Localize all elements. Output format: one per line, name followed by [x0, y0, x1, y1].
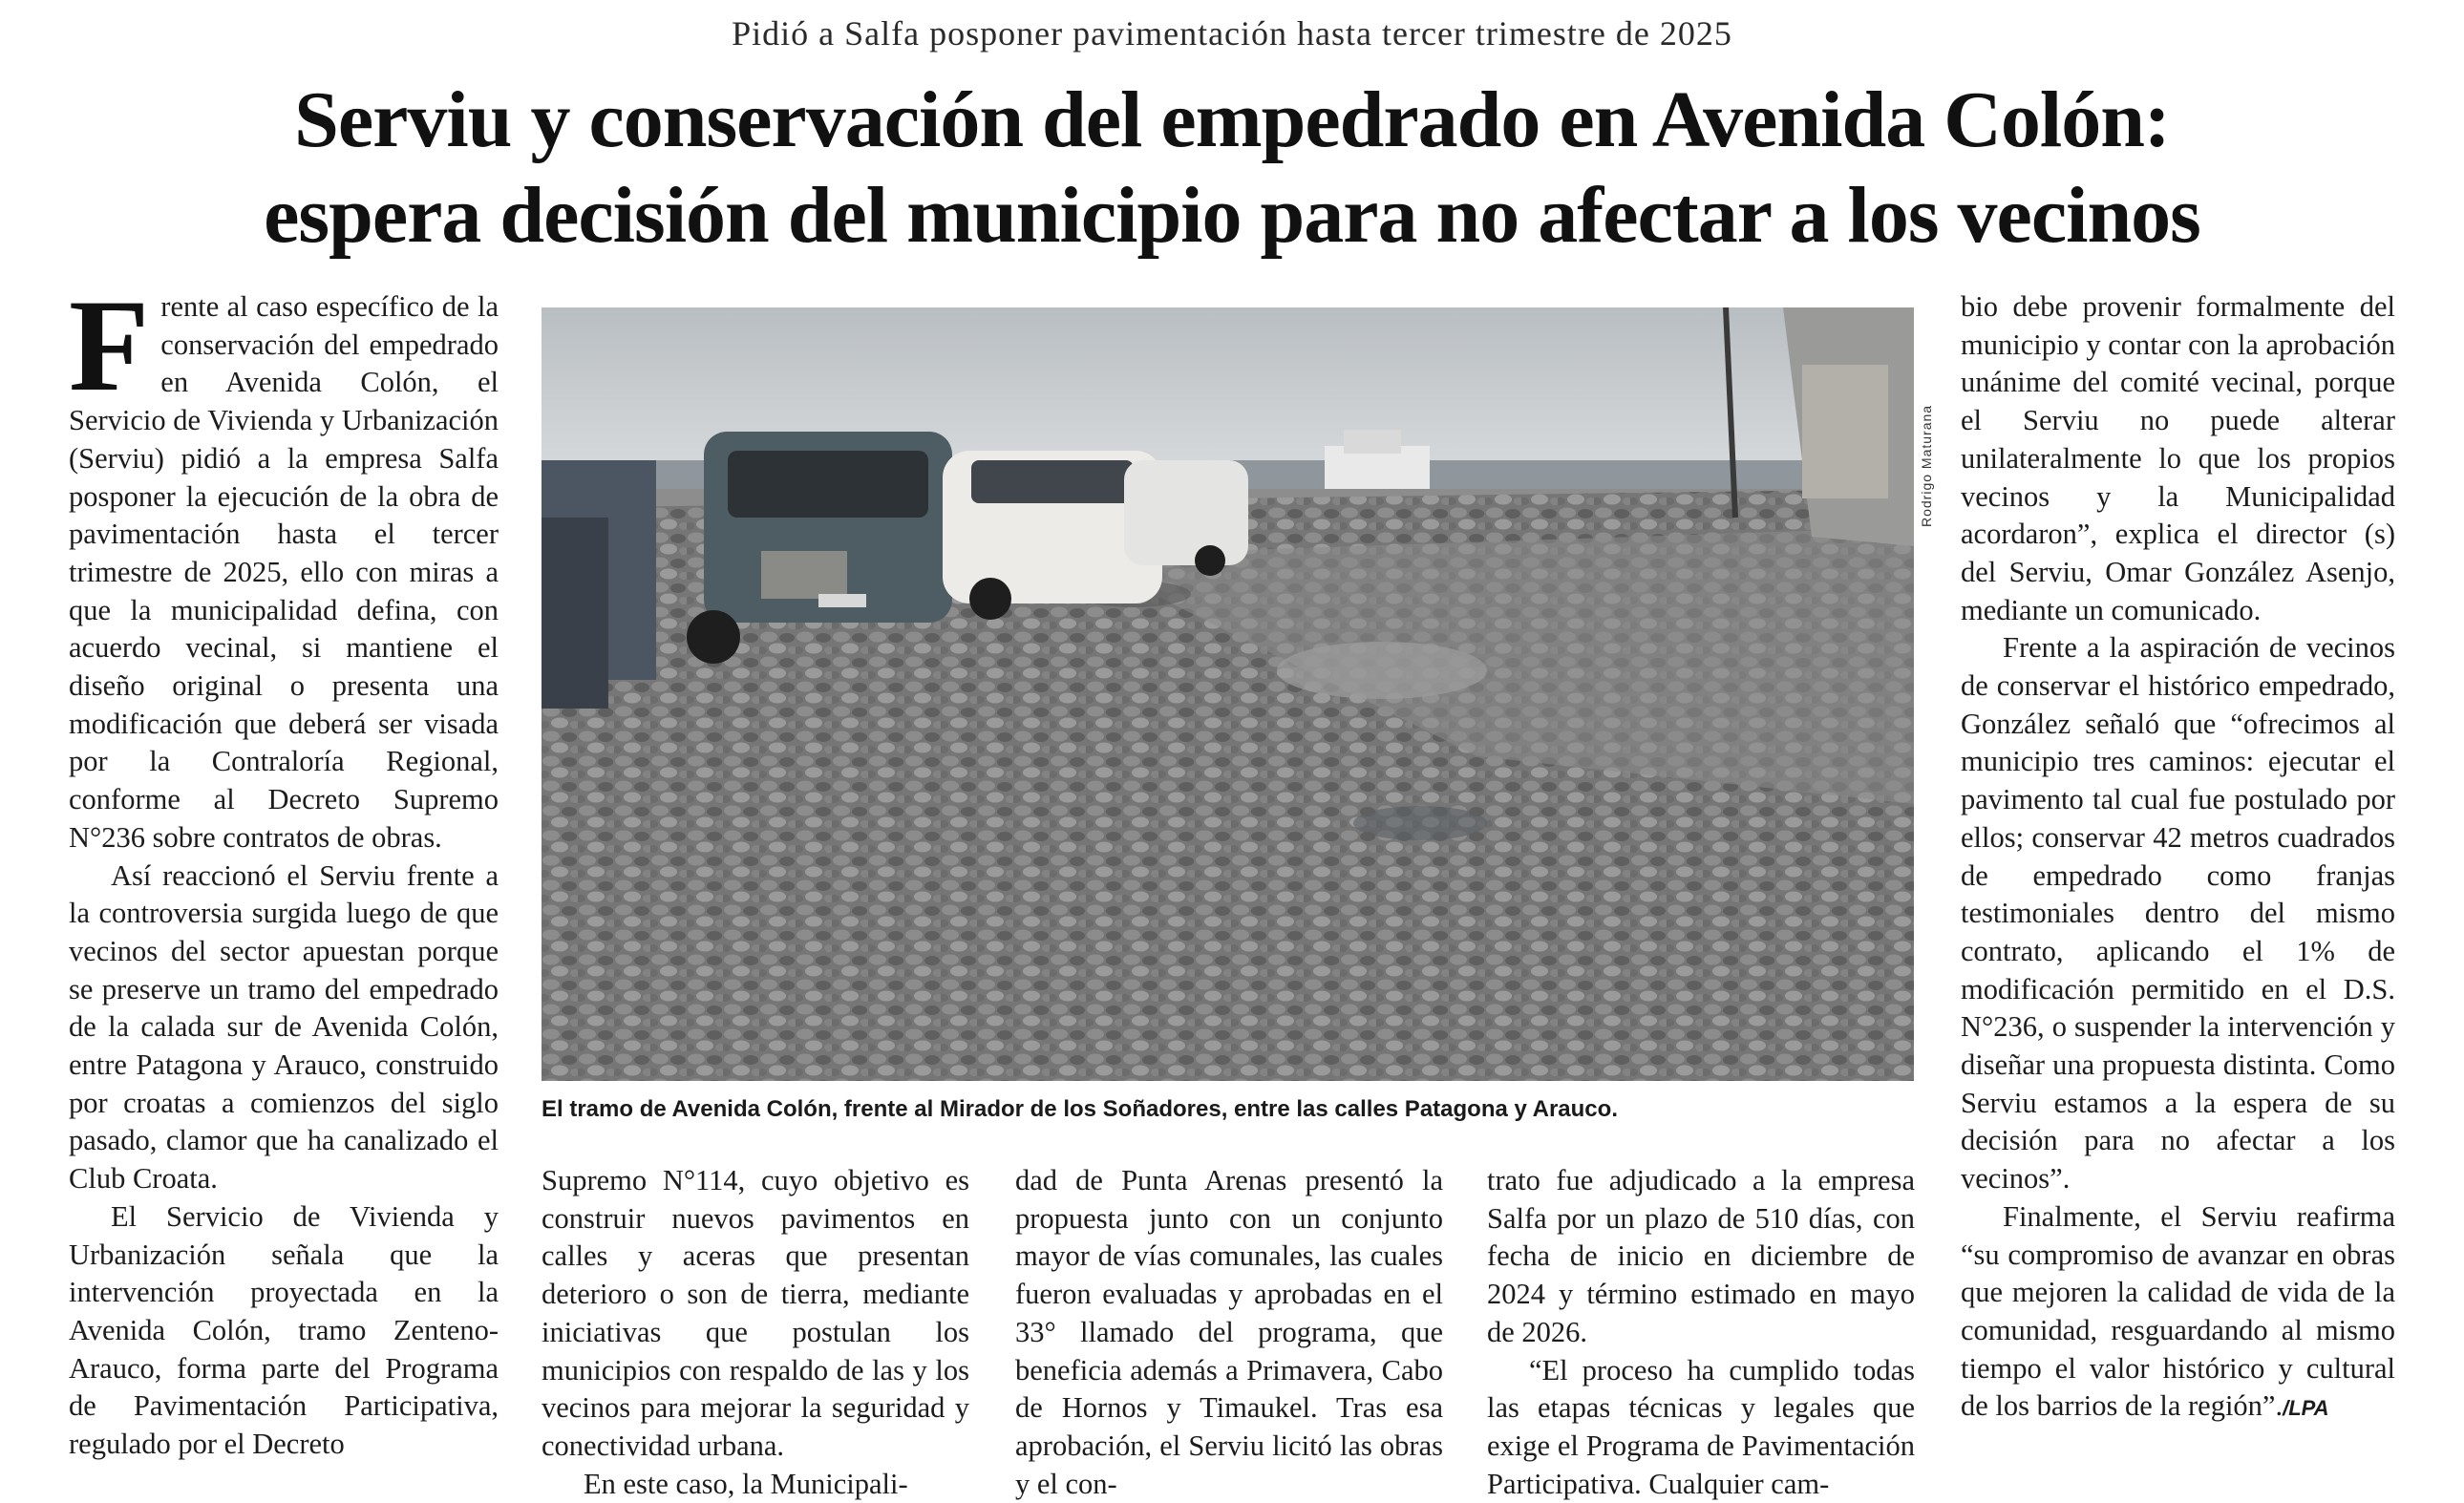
column-4 [1487, 1162, 1915, 1503]
kicker: Pidió a Salfa posponer pavimentación hasta tercer trimestre de 2025 [732, 14, 1732, 53]
paragraph-1-text: rente al caso específico de la conservación del empedrado en Avenida Colón, el Servicio de Vivienda y Urbanización (Serviu) pidió a la empresa Salfa posponer la ejecución de la obra de pavimentación hasta el tercer trimestre de 2025, ello con miras a que la municipalidad defina, con acuerdo vecinal, si mantiene el diseño original o presenta una modificación que deberá ser visada por la Contraloría Regional, conforme al Decreto Supremo N°236 sobre contratos de obras. [69, 290, 499, 854]
headline [57, 73, 2407, 264]
drop-cap: F [69, 272, 150, 418]
paragraph-1 [69, 272, 499, 857]
column-1 [69, 272, 499, 1464]
photo-caption: El tramo de Avenida Colón, frente al Mirador de los Soñadores, entre las calles Patagona y Arauco. [542, 1096, 1618, 1122]
article-photo [542, 307, 1914, 1081]
photo-credit: Rodrigo Maturana [1919, 404, 1934, 527]
paragraph-8: “El proceso ha cumplido todas las etapas técnicas y legales que exige el Programa de Pavimentación Participativa. Cualquier cam- [1487, 1353, 1915, 1500]
paragraph-11-text: Finalmente, el Serviu reafirma “su compromiso de avanzar en obras que mejoren la calidad de vida de la comunidad, resguardando al mismo tiempo el valor histórico y cultural de los barrios de la región”. [1961, 1199, 2395, 1423]
paragraph-6: dad de Punta Arenas presentó la propuesta junto con un conjunto mayor de vías comunales, las cuales fueron evaluadas y aprobadas en el 33° llamado del programa, que beneficia además a Primavera, Cabo de Hornos y Timaukel. Tras esa aprobación, el Serviu licitó las obras y el con- [1015, 1164, 1443, 1500]
paragraph-11 [1961, 1198, 2395, 1428]
column-2 [542, 1162, 969, 1503]
column-5 [1961, 288, 2395, 1428]
paragraph-3: El Servicio de Vivienda y Urbanización señala que la intervención proyectada en la Avenida Colón, tramo Zenteno-Arauco, forma parte del Programa de Pavimentación Participativa, regulado por el Decreto [69, 1199, 499, 1461]
headline-line-2: espera decisión del municipio para no afectar a los vecinos [264, 171, 2200, 260]
paragraph-4: Supremo N°114, cuyo objetivo es construir nuevos pavimentos en calles y aceras que presentan deterioro o son de tierra, mediante iniciativas que postulan los municipios con respaldo de las y los vecinos para mejorar la seguridad y conectividad urbana. [542, 1164, 969, 1462]
column-3 [1015, 1162, 1443, 1503]
street-photo-icon [542, 307, 1914, 1081]
paragraph-10: Frente a la aspiración de vecinos de conservar el histórico empedrado, González señaló que “ofrecimos al municipio tres caminos: ejecutar el pavimento tal cual fue postulado por ellos; conservar 42 metros cuadrados de empedrado como franjas testimoniales dentro del mismo contrato, aplicando el 1% de modificación permitido en el D.S. N°236, o suspender la intervención y diseñar una propuesta distinta. Como Serviu estamos a la espera de su decisión para no afectar a los vecinos”. [1961, 631, 2395, 1196]
paragraph-7: trato fue adjudicado a la empresa Salfa por un plazo de 510 días, con fecha de inicio en diciembre de 2024 y término estimado en mayo de 2026. [1487, 1164, 1915, 1348]
paragraph-9: bio debe provenir formalmente del municipio y contar con la aprobación unánime del comité vecinal, porque el Serviu no puede alterar unilateralmente lo que los propios vecinos y la Municipalidad acordaron”, explica el director (s) del Serviu, Omar González Asenjo, mediante un comunicado. [1961, 290, 2395, 626]
paragraph-5: En este caso, la Municipali- [584, 1467, 908, 1500]
signature: /LPA [2283, 1396, 2329, 1421]
headline-line-1: Serviu y conservación del empedrado en Avenida Colón: [294, 75, 2170, 164]
paragraph-2: Así reaccionó el Serviu frente a la controversia surgida luego de que vecinos del sector apuestan porque se preserve un tramo del empedrado de la calada sur de Avenida Colón, entre Patagona y Arauco, construido por croatas a comienzos del siglo pasado, clamor que ha canalizado el Club Croata. [69, 858, 499, 1196]
